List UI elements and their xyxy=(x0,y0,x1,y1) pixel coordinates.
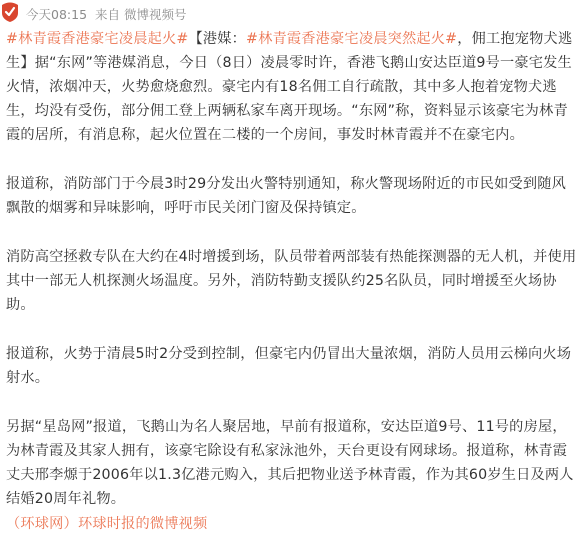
paragraph-1 xyxy=(6,27,578,147)
video-link[interactable]: （环球网）环球时报的微博视频 xyxy=(6,516,208,532)
paragraph-2: 报道称，消防部门于今晨3时29分发出火警特别通知，称火警现场附近的市民如受到随风飘散的烟雾和异味影响，呼吁市民关闭门窗及保持镇定。 xyxy=(6,176,567,216)
truncated-link-line xyxy=(6,516,416,533)
hashtag-link[interactable]: #林青霞香港豪宅凌晨突然起火# xyxy=(246,31,458,47)
paragraph-3: 消防高空拯救专队在大约在4时增援到场，队员带着两部装有热能探测器的无人机，并使用其中一部无人机探测火场温度。另外，消防特勤支援队约25名队员，同时增援至火场协助。 xyxy=(6,249,577,313)
weibo-logo-icon[interactable] xyxy=(0,1,20,23)
post-source[interactable]: 来自 微博视频号 xyxy=(95,7,187,22)
post-content xyxy=(6,27,578,536)
paragraph-4: 报道称，火势于清晨5时2分受到控制，但豪宅内仍冒出大量浓烟，消防人员用云梯向火场射水。 xyxy=(6,346,572,386)
hashtag-link[interactable]: #林青霞香港豪宅凌晨起火# xyxy=(6,31,189,47)
post-meta xyxy=(26,5,195,23)
paragraph-5: 另据“星岛网”报道，飞鹅山为名人聚居地，早前有报道称，安达臣道9号、11号的房屋，为林青霞及其家人拥有，该豪宅除设有私家泳池外，天台更设有网球场。报道称，林青霞丈夫邢李㷧于2006年以1.3亿港元购入，其后把物业送予林青霞，作为其60岁生日及两人结婚20周年礼物。 xyxy=(6,419,574,507)
bracket-text: 【港媒： xyxy=(188,31,247,47)
post-header xyxy=(0,0,582,30)
paragraph-text: ，佣工抱宠物犬逃生】据“东网”等港媒消息，今日（8日）凌晨零时许，香港飞鹅山安达臣道9号一豪宅发生火情，浓烟冲天，火势愈烧愈烈。豪宅内有18名佣工自行疏散，其中多人抱着宠物犬逃生，均没有受伤，部分佣工登上两辆私家车离开现场。“东网”称，资料显示该豪宅为林青霞的居所，有消息称，起火位置在二楼的一个房间，事发时林青霞并不在豪宅内。 xyxy=(6,31,573,143)
post-time[interactable]: 今天08:15 xyxy=(26,7,88,22)
